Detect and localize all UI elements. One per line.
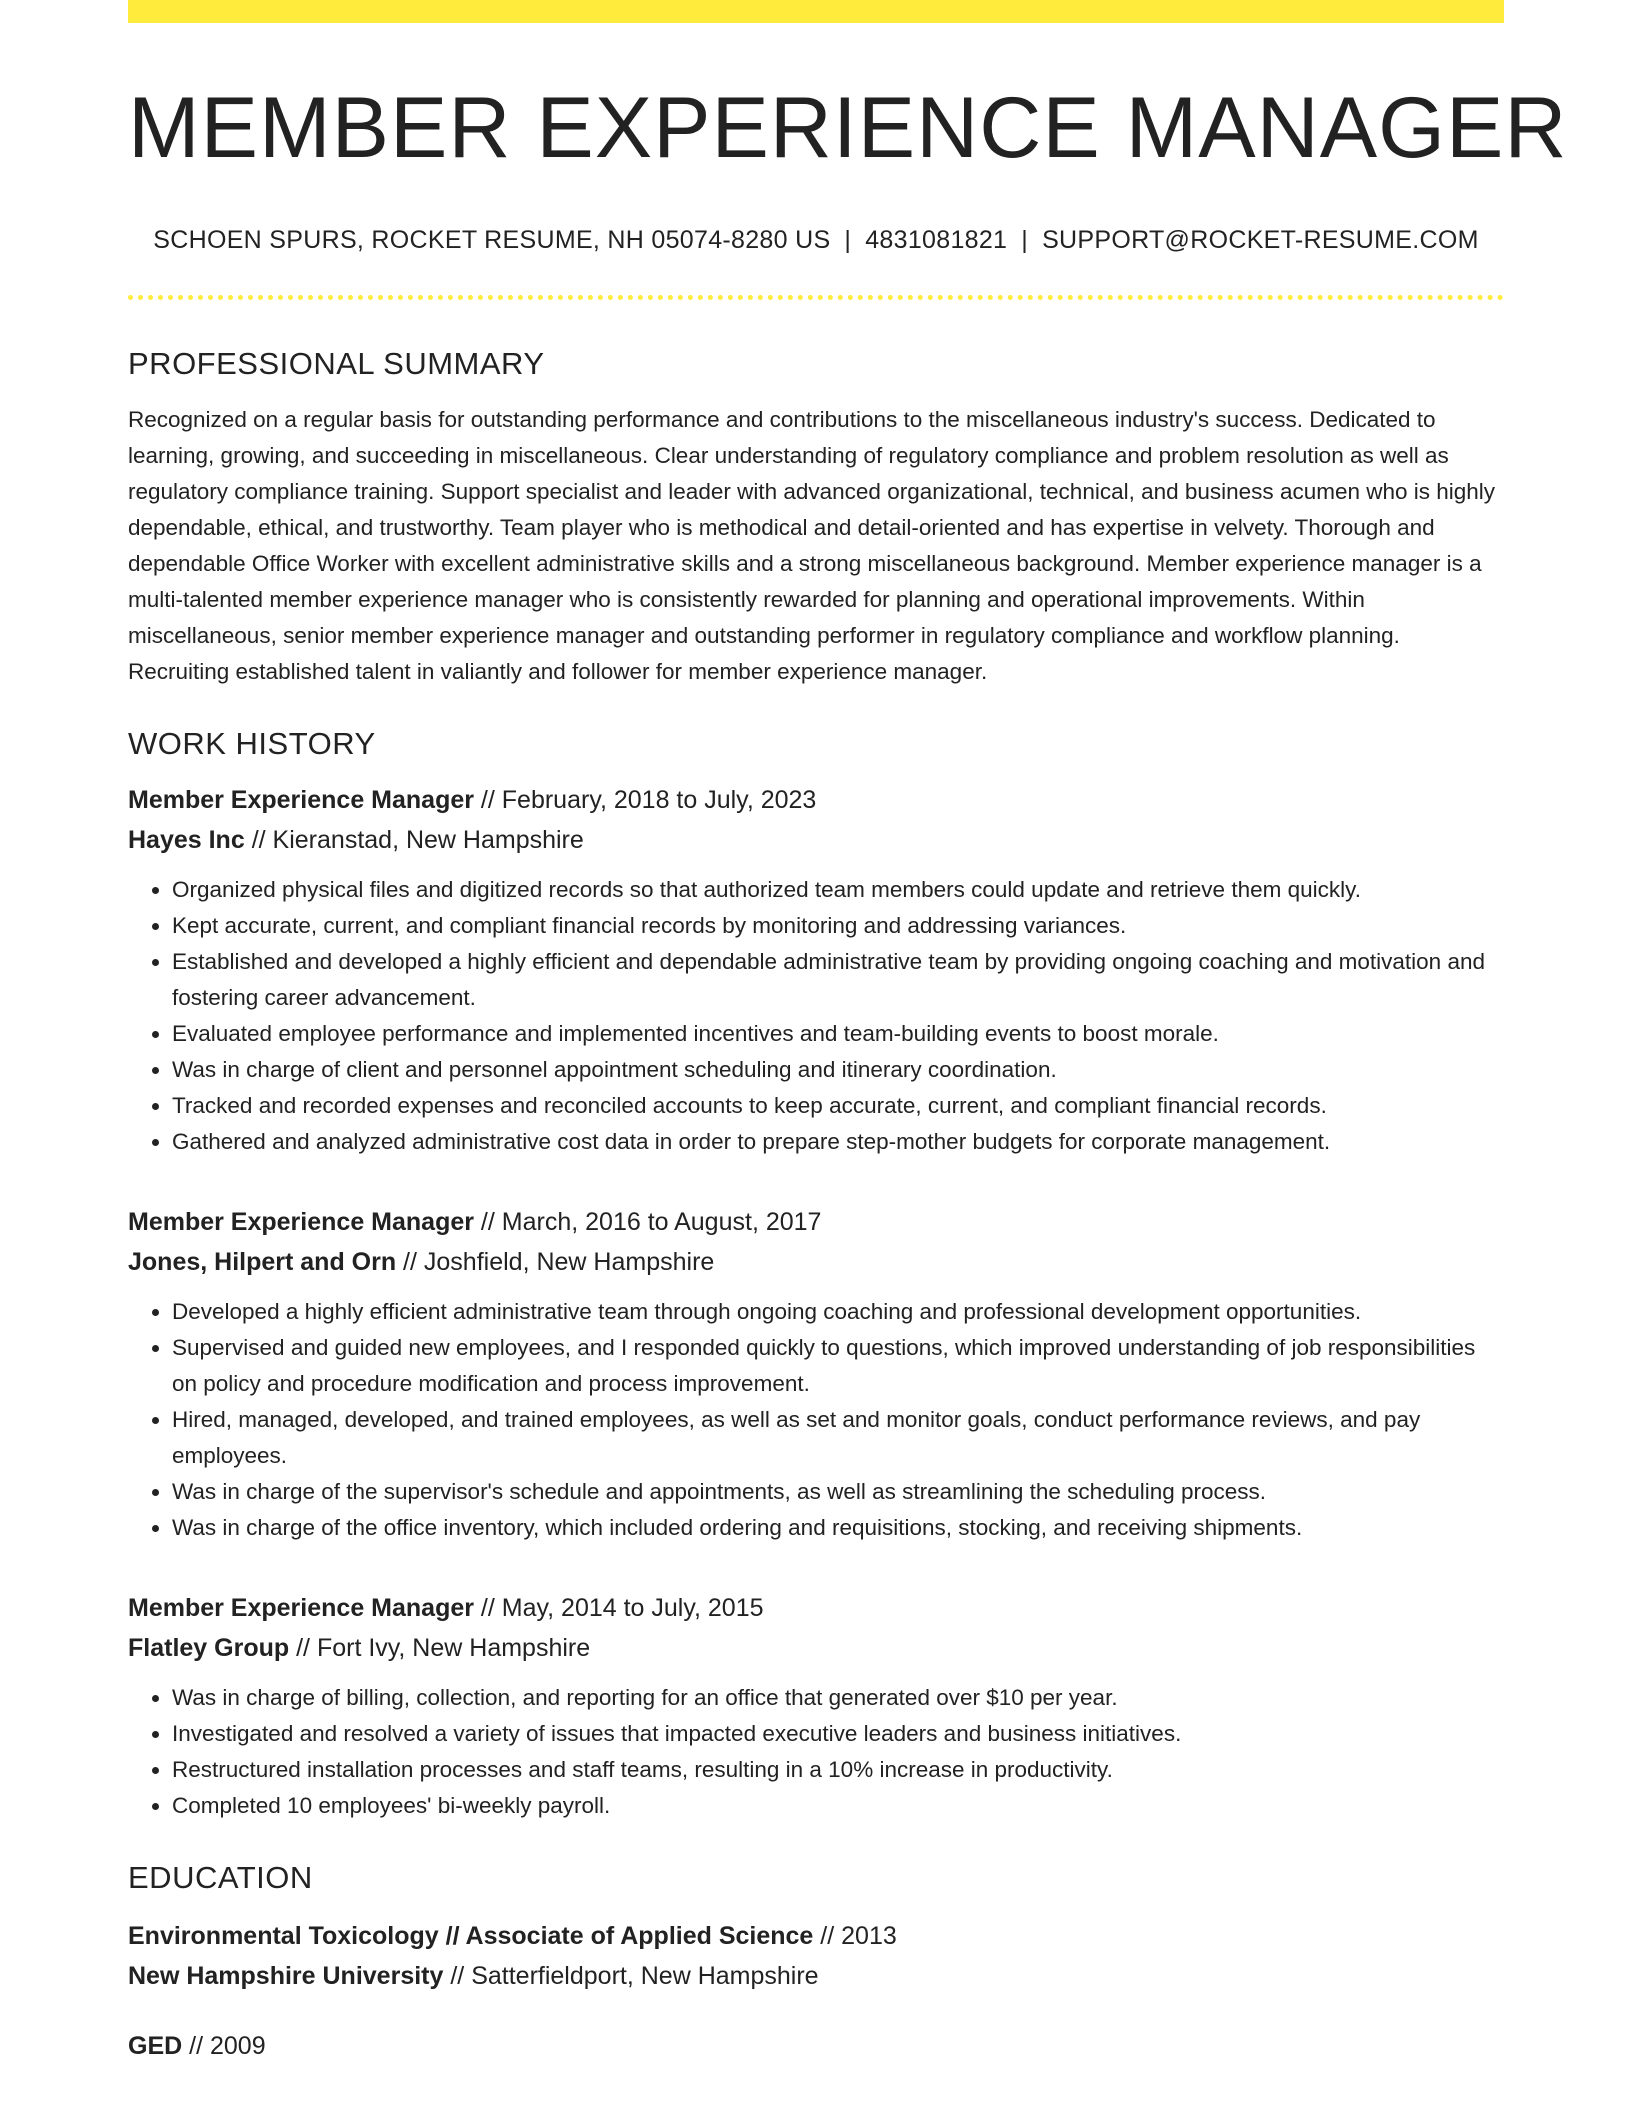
job-bullet: • Supervised and guided new employees, and I responded quickly to questions, which improved understanding of job responsibilities on policy and procedure modification and process improvement.	[172, 1330, 1504, 1402]
education-location: Satterfieldport, New Hampshire	[471, 1961, 819, 1990]
job-company-line	[128, 820, 1504, 860]
job-role: Member Experience Manager	[128, 1207, 474, 1236]
job-title-line	[128, 780, 1504, 820]
job-company-line	[128, 1242, 1504, 1282]
contact-email[interactable]: SUPPORT@ROCKET-RESUME.COM	[1042, 225, 1479, 254]
contact-address: SCHOEN SPURS, ROCKET RESUME, NH 05074-8280 US	[153, 225, 831, 254]
job-entry	[128, 1588, 1504, 1824]
section-title-summary: PROFESSIONAL SUMMARY	[128, 345, 545, 381]
education-entry	[128, 2026, 1504, 2066]
contact-phone: 4831081821	[865, 225, 1008, 254]
education-entry	[128, 1916, 1504, 1996]
job-bullet: • Tracked and recorded expenses and reconciled accounts to keep accurate, current, and compliant financial records.	[172, 1088, 1504, 1124]
job-company: Hayes Inc	[128, 825, 245, 854]
job-title-line	[128, 1588, 1504, 1628]
section-title-education: EDUCATION	[128, 1859, 313, 1895]
job-bullet: • Was in charge of billing, collection, and reporting for an office that generated over $10 per year.	[172, 1680, 1504, 1716]
accent-top-bar	[128, 0, 1504, 23]
candidate-title: MEMBER EXPERIENCE MANAGER	[128, 80, 1568, 176]
job-bullet: • Hired, managed, developed, and trained employees, as well as set and monitor goals, conduct performance reviews, and pay employees.	[172, 1402, 1504, 1474]
job-bullet: • Restructured installation processes and staff teams, resulting in a 10% increase in productivity.	[172, 1752, 1504, 1788]
job-dates: February, 2018 to July, 2023	[501, 785, 817, 814]
education-degree-line	[128, 1916, 1504, 1956]
job-bullet: • Was in charge of the office inventory, which included ordering and requisitions, stocking, and receiving shipments.	[172, 1510, 1504, 1546]
contact-line	[128, 226, 1504, 255]
education-year: 2009	[209, 2031, 266, 2060]
job-bullet: • Developed a highly efficient administrative team through ongoing coaching and professional development opportunities.	[172, 1294, 1504, 1330]
delimiter: //	[182, 2031, 210, 2060]
job-bullets	[128, 872, 1504, 1160]
job-bullets	[128, 1294, 1504, 1546]
job-bullet: • Completed 10 employees' bi-weekly payroll.	[172, 1788, 1504, 1824]
job-bullet: • Investigated and resolved a variety of issues that impacted executive leaders and business initiatives.	[172, 1716, 1504, 1752]
contact-separator: |	[844, 225, 852, 254]
delimiter: //	[813, 1921, 842, 1950]
job-location: Kieranstad, New Hampshire	[272, 825, 584, 854]
job-role: Member Experience Manager	[128, 1593, 474, 1622]
delimiter: //	[473, 785, 502, 814]
resume-page	[128, 0, 1568, 2066]
job-dates: March, 2016 to August, 2017	[501, 1207, 822, 1236]
job-title-line	[128, 1202, 1504, 1242]
education-degree-line	[128, 2026, 1504, 2066]
delimiter: //	[443, 1961, 472, 1990]
delimiter: //	[473, 1593, 502, 1622]
job-company: Jones, Hilpert and Orn	[128, 1247, 397, 1276]
contact-separator: |	[1021, 225, 1029, 254]
job-dates: May, 2014 to July, 2015	[501, 1593, 764, 1622]
delimiter: //	[289, 1633, 317, 1662]
job-bullet: • Gathered and analyzed administrative cost data in order to prepare step-mother budgets for corporate management.	[172, 1124, 1504, 1160]
education-degree: GED	[128, 2031, 183, 2060]
delimiter: //	[473, 1207, 502, 1236]
job-location: Fort Ivy, New Hampshire	[316, 1633, 591, 1662]
job-bullets	[128, 1680, 1504, 1824]
job-location: Joshfield, New Hampshire	[423, 1247, 715, 1276]
job-entry	[128, 780, 1504, 1160]
job-bullet: • Kept accurate, current, and compliant financial records by monitoring and addressing variances.	[172, 908, 1504, 944]
job-company: Flatley Group	[128, 1633, 290, 1662]
job-bullet: • Organized physical files and digitized records so that authorized team members could update and retrieve them quickly.	[172, 872, 1504, 908]
job-bullet: • Established and developed a highly efficient and dependable administrative team by providing ongoing coaching and motivation and fostering career advancement.	[172, 944, 1504, 1016]
education-year: 2013	[841, 1921, 897, 1950]
education-school: New Hampshire University	[128, 1961, 444, 1990]
work-history-list	[128, 780, 1504, 1824]
job-company-line	[128, 1628, 1504, 1668]
job-bullet: • Was in charge of client and personnel appointment scheduling and itinerary coordination.	[172, 1052, 1504, 1088]
education-school-line	[128, 1956, 1504, 1996]
job-bullet: • Evaluated employee performance and implemented incentives and team-building events to boost morale.	[172, 1016, 1504, 1052]
job-role: Member Experience Manager	[128, 785, 474, 814]
delimiter: //	[244, 825, 273, 854]
delimiter: //	[396, 1247, 424, 1276]
dotted-divider	[128, 295, 1504, 300]
section-title-work-history: WORK HISTORY	[128, 725, 376, 761]
job-bullet: • Was in charge of the supervisor's schedule and appointments, as well as streamlining the scheduling process.	[172, 1474, 1504, 1510]
education-list	[128, 1916, 1504, 2066]
job-entry	[128, 1202, 1504, 1546]
education-degree: Environmental Toxicology // Associate of Applied Science	[128, 1921, 814, 1950]
summary-text: Recognized on a regular basis for outstanding performance and contributions to the miscellaneous industry's success. Dedicated to learning, growing, and succeeding in miscellaneous. Clear understanding of regulatory compliance and problem resolution as well as regulatory compliance training. Support specialist and leader with advanced organizational, technical, and business acumen who is highly dependable, ethical, and trustworthy. Team player who is methodical and detail-oriented and has expertise in velvety. Thorough and dependable Office Worker with excellent administrative skills and a strong miscellaneous background. Member experience manager is a multi-talented member experience manager who is consistently rewarded for planning and operational improvements. Within miscellaneous, senior member experience manager and outstanding performer in regulatory compliance and workflow planning. Recruiting established talent in valiantly and follower for member experience manager.	[128, 406, 1496, 684]
